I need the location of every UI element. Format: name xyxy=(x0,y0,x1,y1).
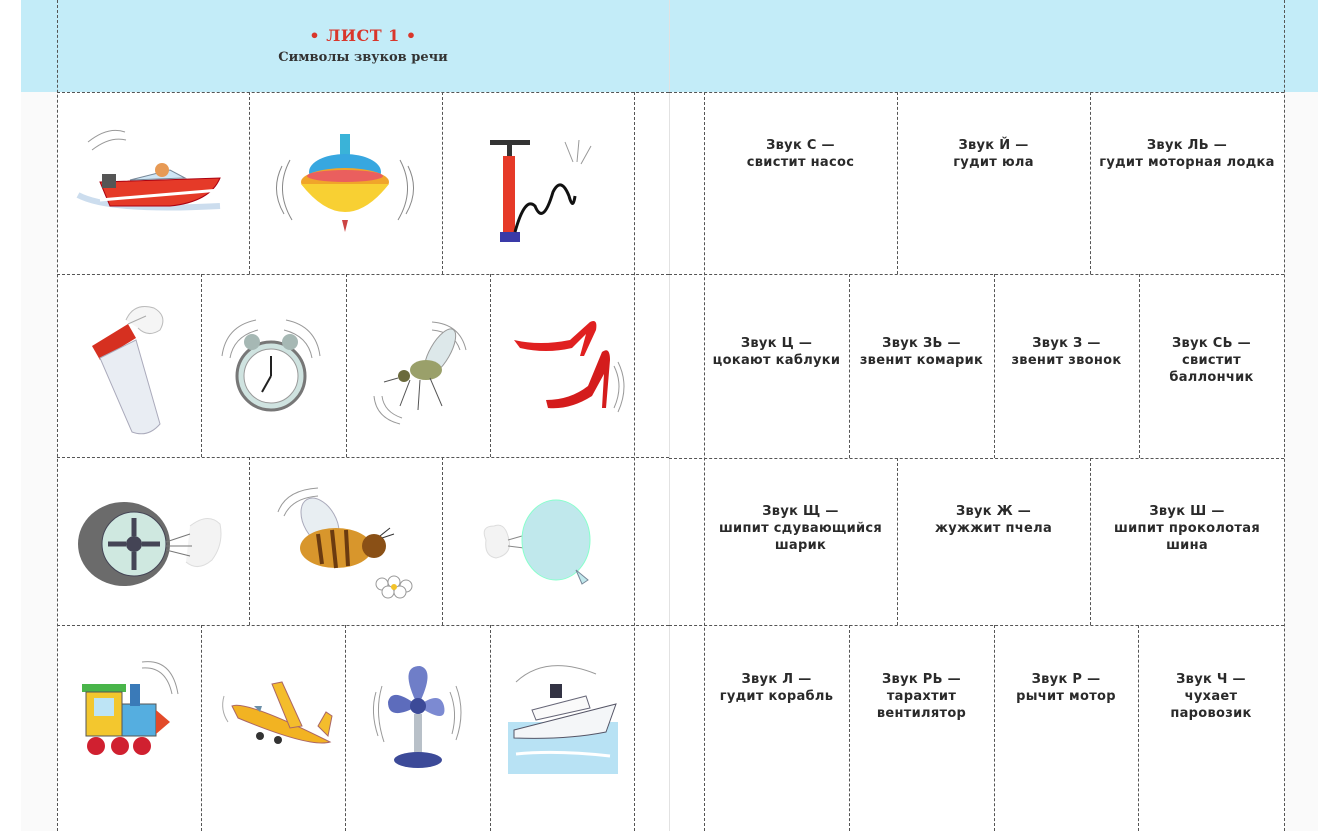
card-text: гудит корабль xyxy=(719,689,834,704)
card-text: гудит моторная лодка xyxy=(1099,155,1275,170)
card-sound-y xyxy=(897,137,1090,171)
bee-icon xyxy=(274,484,420,600)
card-sound-l-soft xyxy=(1090,137,1284,171)
card-head: Звук ЛЬ — xyxy=(1146,138,1228,153)
balloon-icon xyxy=(478,496,598,590)
card-head: Звук Щ — xyxy=(762,504,839,519)
card-text: рычит мотор xyxy=(1016,689,1116,704)
card-text: звенит звонок xyxy=(1011,353,1122,368)
card-text: звенит комарик xyxy=(859,353,984,368)
card-sound-s xyxy=(704,137,897,171)
card-head: Звук Л — xyxy=(741,672,812,687)
card-sound-shch xyxy=(704,503,897,554)
airplane-icon xyxy=(218,666,338,752)
spray-can-icon xyxy=(88,302,170,440)
right-margin xyxy=(1284,92,1318,831)
card-sound-zh xyxy=(897,503,1090,537)
card-sound-sh xyxy=(1090,503,1284,554)
alarm-clock-icon xyxy=(214,316,328,424)
card-sound-ts xyxy=(704,335,849,369)
flat-tire-icon xyxy=(74,500,224,590)
card-text: цокают каблуки xyxy=(712,353,841,368)
sheet-header xyxy=(57,26,669,65)
card-head: Звук Р — xyxy=(1031,672,1101,687)
card-head: Звук Ж — xyxy=(955,504,1032,519)
card-sound-l xyxy=(704,671,849,705)
motorboat-icon xyxy=(70,120,230,215)
card-head: Звук Й — xyxy=(958,138,1029,153)
ship-icon xyxy=(506,654,620,776)
card-text: тарахтит вентилятор xyxy=(876,689,967,721)
card-sound-ch xyxy=(1138,671,1284,722)
card-text: свистит баллончик xyxy=(1169,353,1254,385)
card-head: Звук З — xyxy=(1032,336,1101,351)
card-head: Звук РЬ — xyxy=(882,672,961,687)
card-sound-s-soft xyxy=(1139,335,1284,386)
card-sound-r-soft xyxy=(849,671,994,722)
card-text: чухает паровозик xyxy=(1170,689,1252,721)
card-head: Звук С — xyxy=(766,138,835,153)
card-sound-z-soft xyxy=(849,335,994,369)
card-sound-z xyxy=(994,335,1139,369)
mosquito-icon xyxy=(370,314,474,426)
high-heels-icon xyxy=(510,316,626,416)
card-sound-r xyxy=(994,671,1138,705)
card-head: Звук СЬ — xyxy=(1172,336,1251,351)
card-text: жужжит пчела xyxy=(934,521,1053,536)
card-head: Звук Ш — xyxy=(1149,504,1225,519)
pump-icon xyxy=(485,136,595,246)
card-text: гудит юла xyxy=(953,155,1034,170)
card-head: Звук ЗЬ — xyxy=(882,336,961,351)
spinning-top-icon xyxy=(272,130,418,236)
card-text: свистит насос xyxy=(746,155,855,170)
card-text: шипит проколотая шина xyxy=(1114,521,1260,553)
card-text: шипит сдувающийся шарик xyxy=(718,521,883,553)
page-fold xyxy=(669,0,670,831)
left-margin xyxy=(21,92,57,831)
sheet-title: • ЛИСТ 1 • xyxy=(309,26,417,45)
toy-train-icon xyxy=(80,654,180,758)
fan-icon xyxy=(368,656,468,772)
card-head: Звук Ч — xyxy=(1176,672,1246,687)
card-head: Звук Ц — xyxy=(740,336,813,351)
sheet-subtitle: Символы звуков речи xyxy=(278,50,448,65)
